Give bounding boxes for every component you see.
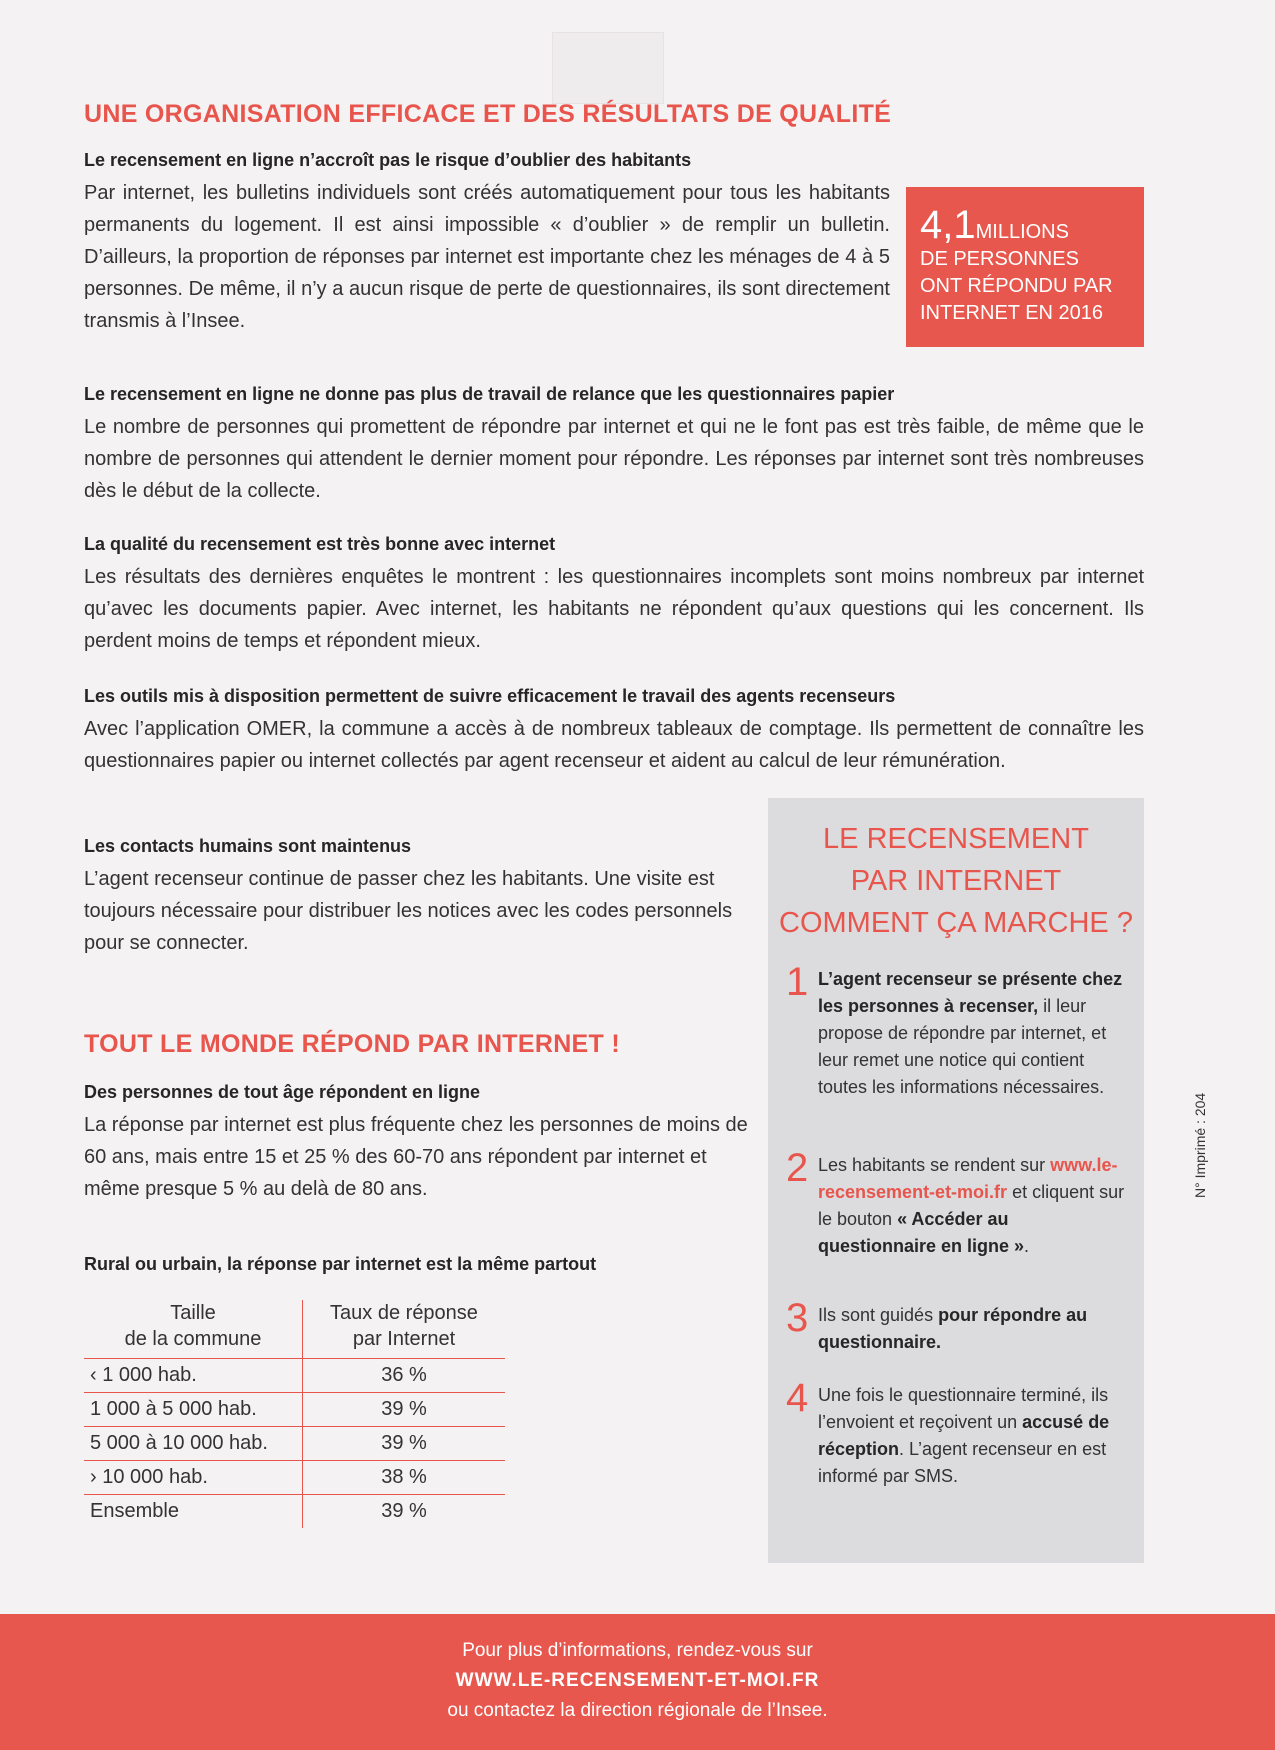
- cell-rate: 39 %: [303, 1427, 506, 1461]
- block-qualite: [84, 534, 1144, 657]
- step-3: 3 Ils sont guidés pour répondre au questionnaire.: [786, 1296, 1088, 1352]
- step-4: 4 Une fois le questionnaire terminé, ils l’envoient et reçoivent un accusé de réception. L’agent recenseur en est informé par SMS.: [786, 1376, 1110, 1486]
- cell-size: › 10 000 hab.: [84, 1461, 303, 1495]
- block-rural: [84, 1254, 750, 1281]
- howto-panel: [768, 798, 1144, 1563]
- faded-logo: [552, 32, 664, 104]
- footer-banner: [0, 1614, 1275, 1750]
- table-row: [84, 1495, 505, 1529]
- table-row: [84, 1393, 505, 1427]
- step-1: 1 L’agent recenseur se présente chez les personnes à recenser, il leur propose de répondre par internet, et leur remet une notice qui contient toutes les informations nécessaires.: [786, 960, 1123, 1097]
- block-text: Les résultats des dernières enquêtes le montrent : les questionnaires incomplets sont moins nombreux par internet qu’avec les documents papier. Avec internet, les habitants ne répondent qu’aux questions qui les concernent. Ils perdent moins de temps et répondent mieux.: [84, 566, 1144, 652]
- table-row: [84, 1461, 505, 1495]
- cell-size: ‹ 1 000 hab.: [84, 1359, 303, 1393]
- table-row: [84, 1359, 505, 1393]
- cell-size: Ensemble: [84, 1495, 303, 1529]
- block-relance: [84, 384, 1144, 507]
- step-2: 2 Les habitants se rendent sur www.le-recensement-et-moi.fr et cliquent sur le bouton « Accéder au questionnaire en ligne ».: [786, 1146, 1125, 1256]
- section-title-internet: TOUT LE MONDE RÉPOND PAR INTERNET !: [84, 1030, 620, 1058]
- table-row: [84, 1427, 505, 1461]
- stat-line1: MILLIONS: [975, 221, 1069, 243]
- block-heading: Les contacts humains sont maintenus: [84, 836, 412, 856]
- block-heading: Le recensement en ligne n’accroît pas le risque d’oublier des habitants: [84, 150, 692, 170]
- footer-url-link[interactable]: WWW.LE-RECENSEMENT-ET-MOI.FR: [455, 1670, 820, 1691]
- block-text: La réponse par internet est plus fréquente chez les personnes de moins de 60 ans, mais entre 15 et 25 % des 60-70 ans répondent par internet et même presque 5 % au delà de 80 ans.: [84, 1114, 748, 1200]
- section-title-organisation: UNE ORGANISATION EFFICACE ET DES RÉSULTATS DE QUALITÉ: [84, 100, 892, 128]
- cell-size: 5 000 à 10 000 hab.: [84, 1427, 303, 1461]
- block-text: Avec l’application OMER, la commune a accès à de nombreux tableaux de comptage. Ils permettent de connaître les questionnaires papier ou internet collectés par agent recenseur et aident au calcul de leur rémunération.: [84, 718, 1144, 772]
- stat-line4: INTERNET EN 2016: [920, 302, 1104, 324]
- howto-title: LE RECENSEMENT PAR INTERNET COMMENT ÇA MARCHE ?: [779, 823, 1133, 939]
- step-number: 4: [786, 1376, 809, 1420]
- block-contacts: [84, 836, 750, 959]
- print-number: N° Imprimé : 204: [1192, 1092, 1208, 1198]
- table-header-rate: Taux de réponse par Internet: [330, 1302, 478, 1350]
- block-age: [84, 1082, 750, 1205]
- block-text: L’agent recenseur continue de passer chez les habitants. Une visite est toujours nécessaire pour distribuer les notices avec les codes personnels pour se connecter.: [84, 868, 733, 954]
- cell-size: 1 000 à 5 000 hab.: [84, 1393, 303, 1427]
- block-text: Par internet, les bulletins individuels sont créés automatiquement pour tous les habitants permanents du logement. Il est ainsi impossible « d’oublier » de remplir un bulletin. D’ailleurs, la proportion de réponses par internet est importante chez les ménages de 4 à 5 personnes. De même, il n’y a aucun risque de perte de questionnaires, ils sont directement transmis à l’Insee.: [84, 182, 890, 332]
- cell-rate: 39 %: [303, 1495, 506, 1529]
- response-rate-table: [84, 1300, 505, 1528]
- footer-line1: Pour plus d’informations, rendez-vous sur: [462, 1640, 813, 1661]
- block-heading: Les outils mis à disposition permettent de suivre efficacement le travail des agents recenseurs: [84, 686, 896, 706]
- block-text: Le nombre de personnes qui promettent de répondre par internet et qui ne le font pas est très faible, de même que le nombre de personnes qui attendent le dernier moment pour répondre. Les réponses par internet sont très nombreuses dès le début de la collecte.: [84, 416, 1144, 502]
- stat-line2: DE PERSONNES: [920, 248, 1079, 270]
- step-number: 3: [786, 1296, 809, 1340]
- footer-line3: ou contactez la direction régionale de l’Insee.: [447, 1700, 828, 1721]
- cell-rate: 38 %: [303, 1461, 506, 1495]
- stat-line3: ONT RÉPONDU PAR: [920, 275, 1113, 297]
- block-heading: Rural ou urbain, la réponse par internet est la même partout: [84, 1254, 597, 1274]
- step-number: 1: [786, 960, 809, 1004]
- step-number: 2: [786, 1146, 809, 1190]
- block-heading: Le recensement en ligne ne donne pas plus de travail de relance que les questionnaires papier: [84, 384, 895, 404]
- table-header-size: Taille de la commune: [84, 1300, 303, 1359]
- block-heading: Des personnes de tout âge répondent en ligne: [84, 1082, 481, 1102]
- cell-rate: 36 %: [303, 1359, 506, 1393]
- block-outils: [84, 686, 1144, 777]
- block-oubli: [84, 150, 890, 337]
- site-link[interactable]: www.le-recensement-et-moi.fr: [818, 1155, 1118, 1202]
- block-heading: La qualité du recensement est très bonne avec internet: [84, 534, 556, 554]
- stat-box: [906, 187, 1144, 347]
- cell-rate: 39 %: [303, 1393, 506, 1427]
- stat-number: 4,1: [920, 203, 976, 247]
